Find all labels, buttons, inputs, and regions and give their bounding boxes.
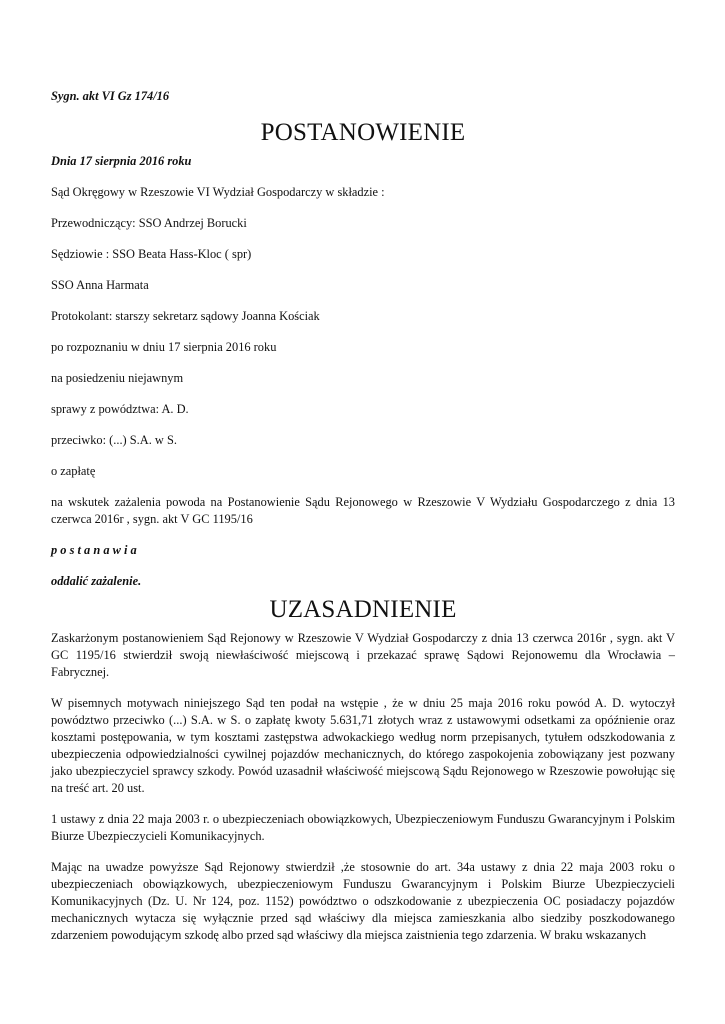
document-page xyxy=(51,88,675,958)
case-subject: o zapłatę xyxy=(51,464,96,478)
court-composition: Sąd Okręgowy w Rzeszowie VI Wydział Gospodarczy w składzie : xyxy=(51,185,385,199)
justification-paragraph-2: W pisemnych motywach niniejszego Sąd ten podał na wstępie , że w dniu 25 maja 2016 roku powód A. D. wytoczył powództwo przeciwko (...) S.A. w S. o zapłatę kwoty 5.631,71 złotych wraz z ustawowymi odsetkami za opóźnienie oraz kosztami postępowania, w tym kosztami zastępstwa adwokackiego według norm przepisanych, tytułem odszkodowania z ubezpieczenia odpowiedzialności cywilnej pojazdów mechanicznych, do którego zaspokojenia zobowiązany jest pozwany jako ubezpieczyciel sprawcy szkody. Powód uzasadnił właściwość miejscową Sądu Rejonowego w Rzeszowie powołując się na treść art. 20 ust. xyxy=(51,696,675,795)
court-judges: Sędziowie : SSO Beata Hass-Kloc ( spr) xyxy=(51,247,252,261)
document-title: POSTANOWIENIE xyxy=(260,119,466,146)
case-signature: Sygn. akt VI Gz 174/16 xyxy=(51,89,170,103)
court-clerk: Protokolant: starszy sekretarz sądowy Joanna Kościak xyxy=(51,309,320,323)
decision-word: p o s t a n a w i a xyxy=(51,543,137,557)
justification-paragraph-3: 1 ustawy z dnia 22 maja 2003 r. o ubezpieczeniach obowiązkowych, Ubezpieczeniowym Funduszu Gwarancyjnym i Polskim Biurze Ubezpieczycieli Komunikacyjnych. xyxy=(51,812,675,843)
case-plaintiff: sprawy z powództwa: A. D. xyxy=(51,402,189,416)
case-defendant: przeciwko: (...) S.A. w S. xyxy=(51,433,177,447)
examination-date: po rozpoznaniu w dniu 17 sierpnia 2016 roku xyxy=(51,340,277,354)
court-chair: Przewodniczący: SSO Andrzej Borucki xyxy=(51,216,247,230)
court-judge-2: SSO Anna Harmata xyxy=(51,278,149,292)
document-date: Dnia 17 sierpnia 2016 roku xyxy=(51,154,192,168)
appeal-text: na wskutek zażalenia powoda na Postanowienie Sądu Rejonowego w Rzeszowie V Wydziału Gospodarczego z dnia 13 czerwca 2016r , sygn. akt V GC 1195/16 xyxy=(51,495,675,526)
justification-title: UZASADNIENIE xyxy=(269,596,457,623)
ruling-text: oddalić zażalenie. xyxy=(51,574,142,588)
justification-paragraph-1: Zaskarżonym postanowieniem Sąd Rejonowy w Rzeszowie V Wydział Gospodarczy z dnia 13 czerwca 2016r , sygn. akt V GC 1195/16 stwierdził swoją niewłaściwość miejscową i przekazać sprawę Sądowi Rejonowemu dla Wrocławia – Fabrycznej. xyxy=(51,631,675,679)
session-type: na posiedzeniu niejawnym xyxy=(51,371,184,385)
justification-paragraph-4: Mając na uwadze powyższe Sąd Rejonowy stwierdził ,że stosownie do art. 34a ustawy z dnia 22 maja 2003 roku o ubezpieczeniach obowiązkowych, ubezpieczeniowym Funduszu Gwarancyjnym i Polskim Biurze Ubezpieczycieli Komunikacyjnych (Dz. U. Nr 124, poz. 1152) powództwo o odszkodowanie z ubezpieczenia OC posiadaczy pojazdów mechanicznych wytacza się wyłącznie przed sąd właściwy dla miejsca zamieszkania albo siedziby poszkodowanego zdarzeniem powodującym szkodę albo przed sąd właściwy dla miejsca zaistnienia tego zdarzenia. W braku wskazanych xyxy=(51,860,675,942)
